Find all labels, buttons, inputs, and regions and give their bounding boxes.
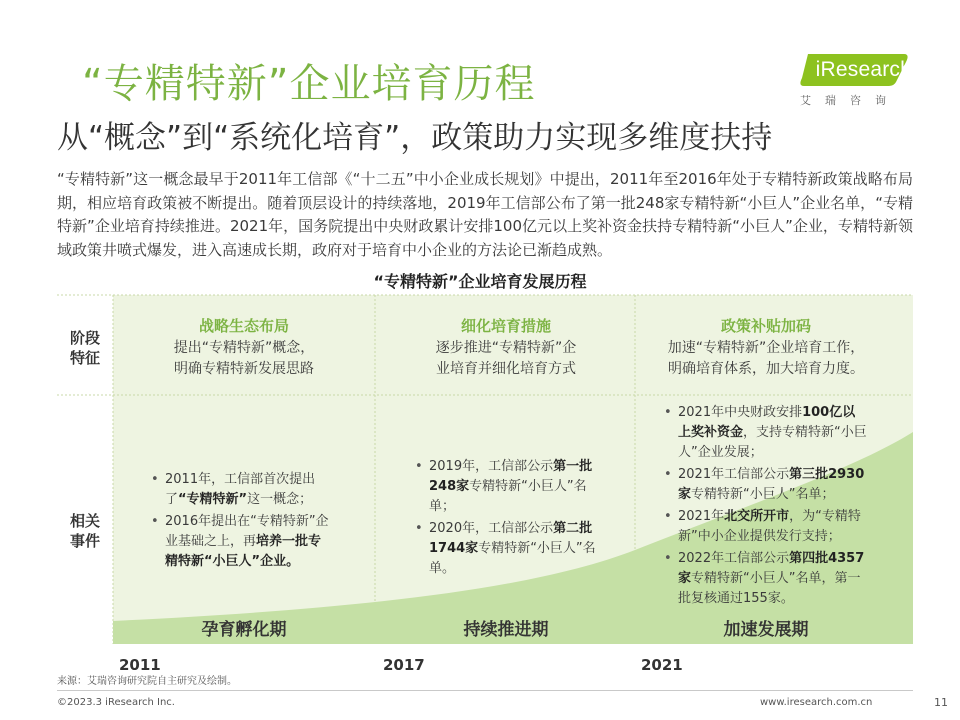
iresearch-logo [794,46,914,106]
event-item [662,507,868,547]
stage-desc-2-line1: 逐步推进“专精特新”企 [435,340,577,356]
event-item [149,512,333,572]
source-note: 来源：艾瑞咨询研究院自主研究及绘制。 [57,676,237,687]
event-item [662,549,868,609]
phase-label-1: 孕育孵化期 [201,620,287,640]
event-text: 这一概念； [247,492,313,507]
event-highlight: 第四批4357家 [678,551,865,586]
event-item [662,403,868,463]
events-list-3 [662,403,868,611]
event-text: ，支持专精特新“小巨人”企业发展； [678,425,867,460]
event-text: 2011年，工信部首次提出了 [165,472,316,507]
event-text: 专精特新“小巨人”名单，第一批复核通过155家。 [678,571,861,606]
event-text: 2019年，工信部公示 [429,459,554,474]
stage-desc-1-line1: 提出“专精特新”概念， [173,340,315,356]
phase-label-3: 加速发展期 [723,620,809,640]
row-label-events [57,511,113,551]
event-text: 专精特新“小巨人”名单。 [429,541,596,576]
stage-desc-3 [635,338,897,380]
event-text: 专精特新“小巨人”名单； [691,487,835,502]
event-text: 2021年中央财政安排 [678,405,803,420]
event-text: 2022年工信部公示 [678,551,790,566]
event-highlight: 培养一批专精特新“小巨人”企业。 [165,534,322,569]
event-text: 2020年，工信部公示 [429,521,554,536]
event-text: 2021年工信部公示 [678,467,790,482]
row-label-events-line1: 相关 [69,512,100,530]
timeline-diagram [57,292,913,674]
events-list-2 [413,457,597,581]
year-label-1: 2011 [119,656,161,674]
event-item [413,519,597,579]
stage-desc-2-line2: 业培育并细化培育方式 [436,361,576,377]
website-link[interactable]: www.iresearch.com.cn [760,697,873,708]
stage-desc-2 [375,338,637,380]
event-item [149,470,333,510]
diagram-title: “专精特新”企业培育发展历程 [373,272,587,291]
events-list-1 [149,470,333,574]
event-item [662,465,868,505]
stage-desc-1 [113,338,375,380]
logo-chinese-text: 艾瑞咨询 [800,94,900,107]
stage-desc-1-line2: 明确专精特新发展思路 [174,361,314,377]
page-subtitle: 从“概念”到“系统化培育”，政策助力实现多维度扶持 [57,120,773,156]
row-label-events-line2: 事件 [69,532,100,550]
page-title: “专精特新”企业培育历程 [82,61,536,107]
footer-divider [57,690,913,691]
event-text: 2016年提出在“专精特新”企业基础之上，再 [165,514,329,549]
event-text: 2021年 [678,509,725,524]
event-highlight: 100亿以上奖补资金 [678,405,856,440]
copyright-text: ©2023.3 iResearch Inc. [57,697,175,708]
row-label-stage-line2: 特征 [69,349,100,367]
intro-paragraph: “专精特新”这一概念最早于2011年工信部《“十二五”中小企业成长规划》中提出，2011年至2016年处于专精特新政策战略布局期，相应培育政策被不断提出。随着顶层设计的持续落地，2019年工信部公布了第一批248家专精特新“小巨人”企业名单，“专精特新”企业培育持续推进。2021年，国务院提出中央财政累计安排100亿元以上奖补资金扶持专精特新“小巨人”企业，专精特新领域政策井喷式爆发，进入高速成长期，政府对于培育中小企业的方法论已渐趋成熟。 [57,170,913,259]
year-label-2: 2017 [383,656,425,674]
page-number: 11 [934,696,948,709]
stage-title-3: 政策补贴加码 [720,317,811,335]
stage-desc-3-line1: 加速“专精特新”企业培育工作， [667,340,865,356]
event-text: 专精特新“小巨人”名单； [429,479,587,514]
row-label-stage [57,328,113,368]
event-highlight: 第三批2930家 [678,467,865,502]
phase-label-2: 持续推进期 [463,620,549,640]
stage-title-2: 细化培育措施 [460,317,551,335]
stage-desc-3-line2: 明确培育体系，加大培育力度。 [668,361,864,377]
event-highlight: “专精特新” [178,492,248,507]
event-item [413,457,597,517]
event-highlight: 第二批1744家 [429,521,593,556]
logo-brand-text: iResearch [815,58,912,81]
row-label-stage-line1: 阶段 [69,329,100,347]
year-label-3: 2021 [641,656,683,674]
event-text: ，为“专精特新”中小企业提供发行支持； [678,509,861,544]
stage-title-1: 战略生态布局 [198,317,289,335]
event-highlight: 第一批248家 [429,459,593,494]
event-highlight: 北交所开市 [724,509,790,524]
